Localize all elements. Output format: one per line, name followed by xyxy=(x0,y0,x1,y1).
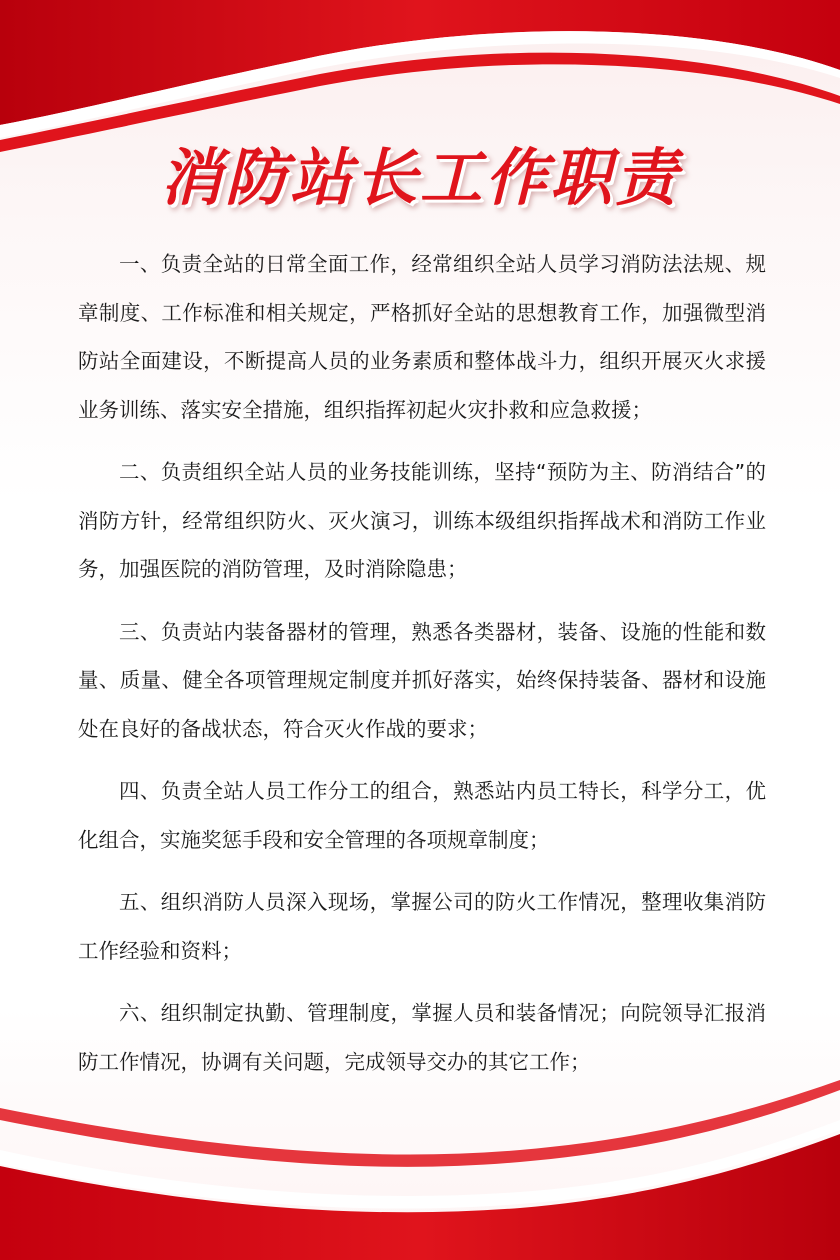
page-title: 消防站长工作职责 xyxy=(159,141,680,214)
duties-content xyxy=(78,240,766,1100)
duty-paragraph-6: 六、组织制定执勤、管理制度，掌握人员和装备情况；向院领导汇报消防工作情况，协调有关问题，完成领导交办的其它工作； xyxy=(78,1001,766,1074)
duty-paragraph-2: 二、负责组织全站人员的业务技能训练，坚持“预防为主、防消结合”的消防方针，经常组织防火、灭火演习，训练本级组织指挥战术和消防工作业务，加强医院的消防管理，及时消除隐患； xyxy=(78,460,766,581)
duty-paragraph-1: 一、负责全站的日常全面工作，经常组织全站人员学习消防法法规、规章制度、工作标准和相关规定，严格抓好全站的思想教育工作，加强微型消防站全面建设，不断提高人员的业务素质和整体战斗力，组织开展灭火求援业务训练、落实安全措施，组织指挥初起火灾扑救和应急救援； xyxy=(78,252,766,422)
duty-paragraph-4: 四、负责全站人员工作分工的组合，熟悉站内员工特长，科学分工，优化组合，实施奖惩手段和安全管理的各项规章制度； xyxy=(78,779,766,852)
duty-paragraph-5: 五、组织消防人员深入现场，掌握公司的防火工作情况，整理收集消防工作经验和资料； xyxy=(78,890,766,963)
duty-paragraph-3: 三、负责站内装备器材的管理，熟悉各类器材，装备、设施的性能和数量、质量、健全各项管理规定制度并抓好落实，始终保持装备、器材和设施处在良好的备战状态，符合灭火作战的要求； xyxy=(78,619,766,741)
